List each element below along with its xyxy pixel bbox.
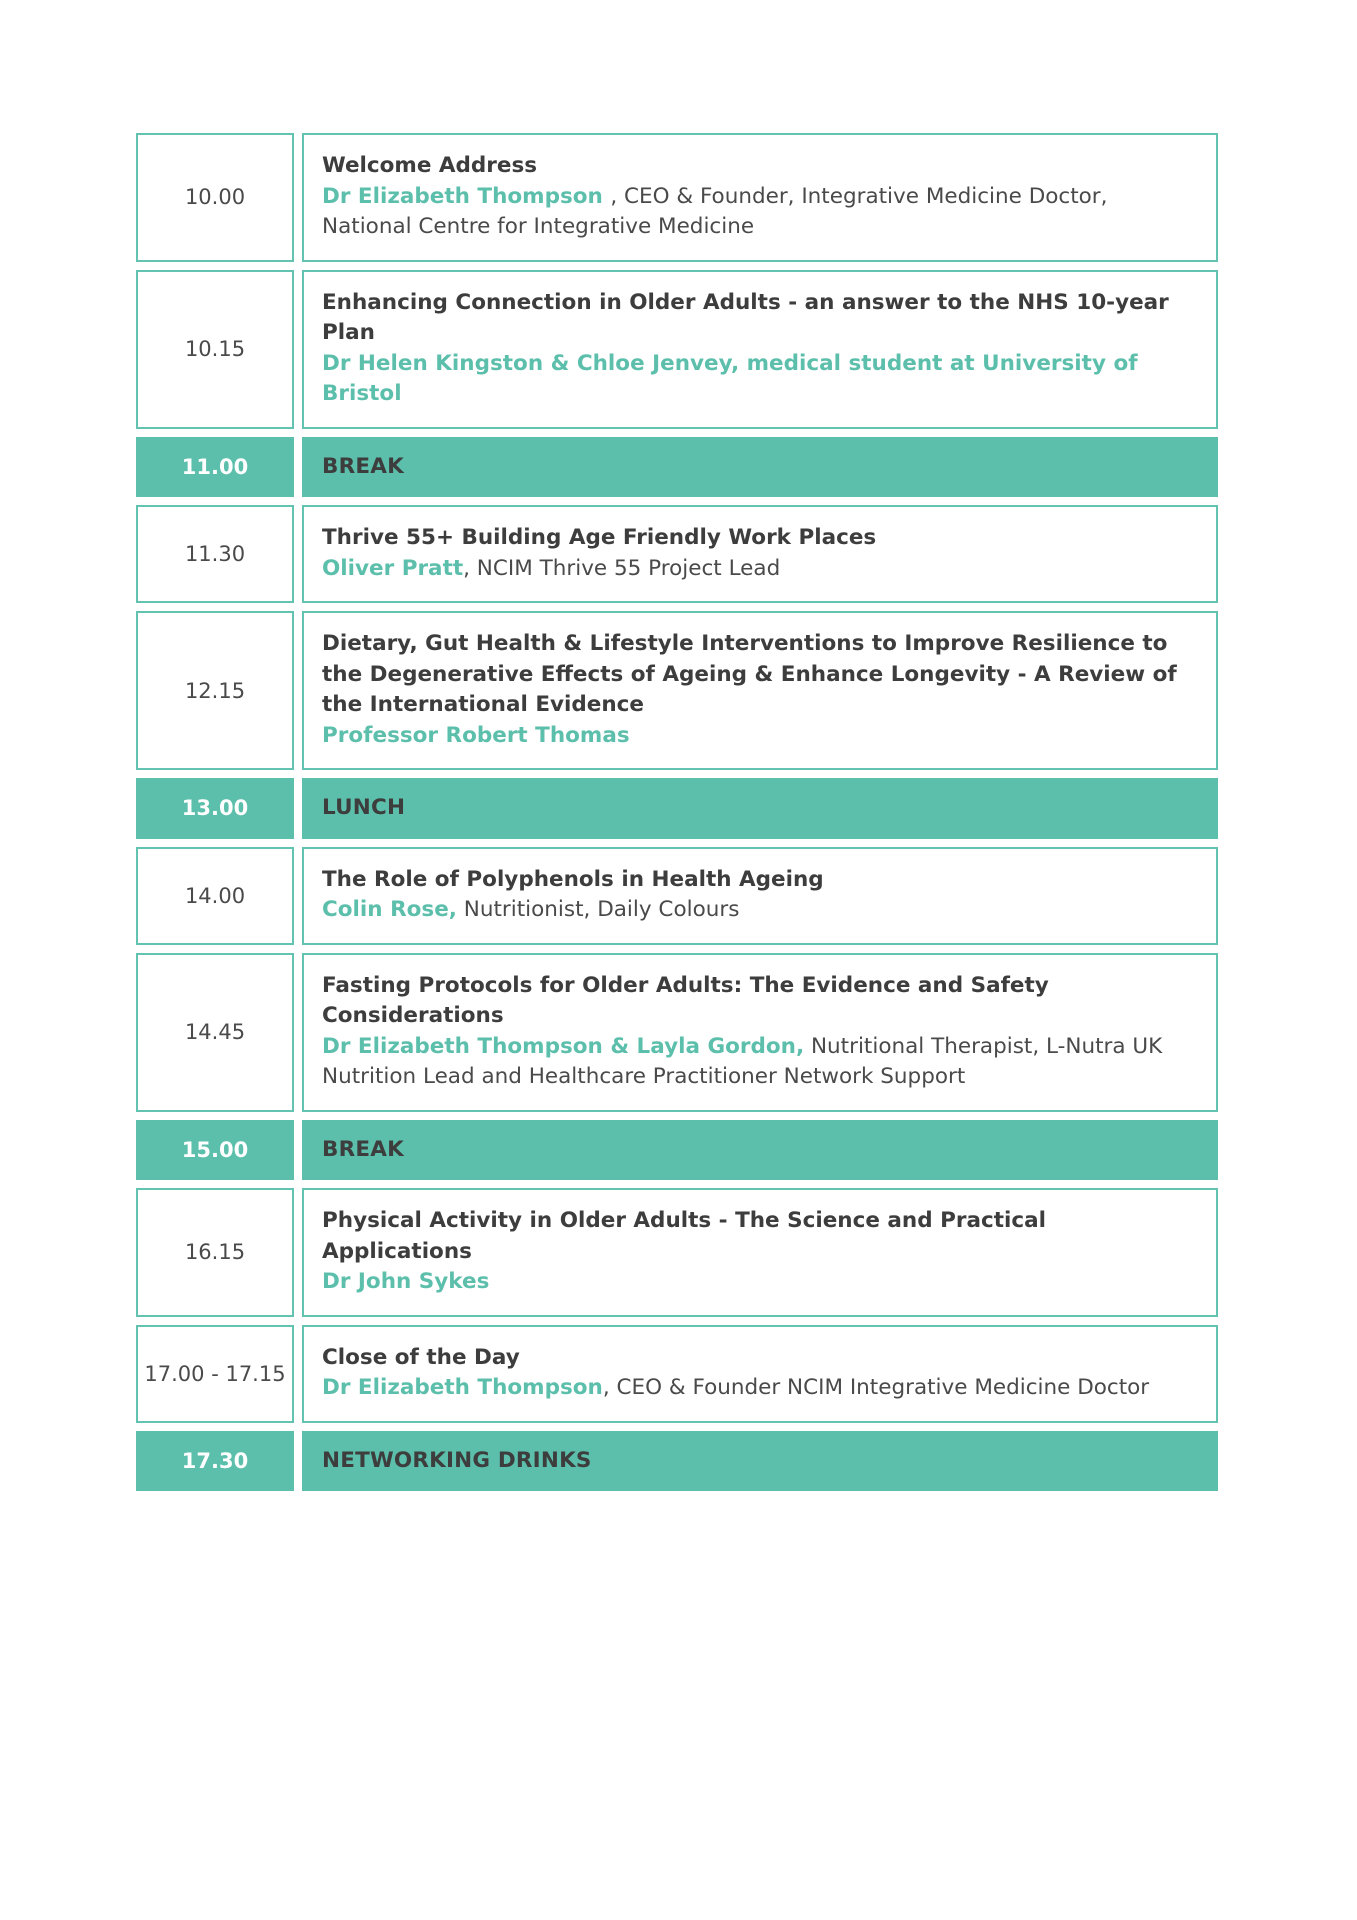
schedule-entry <box>302 133 1218 262</box>
session-speaker: Oliver Pratt <box>322 555 464 581</box>
schedule-row <box>136 778 1218 839</box>
schedule-entry <box>302 847 1218 945</box>
session-title: Enhancing Connection in Older Adults - an answer to the NHS 10-year Plan <box>322 289 1169 346</box>
schedule-entry <box>302 1431 1218 1492</box>
schedule-entry <box>302 505 1218 603</box>
schedule-row <box>136 505 1218 603</box>
schedule-time: 17.00 - 17.15 <box>136 1325 294 1423</box>
schedule-time: 15.00 <box>136 1120 294 1181</box>
session-speaker-line <box>322 1267 1198 1298</box>
schedule-row <box>136 847 1218 945</box>
session-speaker-line <box>322 1032 1198 1093</box>
schedule-entry <box>302 1325 1218 1423</box>
session-title: Close of the Day <box>322 1344 520 1370</box>
schedule-time: 17.30 <box>136 1431 294 1492</box>
schedule-row <box>136 1188 1218 1317</box>
schedule-entry <box>302 778 1218 839</box>
session-speaker-detail: Nutritional Therapist, L-Nutra UK Nutrition Lead and Healthcare Practitioner Network Support <box>322 1033 1163 1090</box>
schedule-time: 14.00 <box>136 847 294 945</box>
session-speaker: Colin Rose, <box>322 897 457 923</box>
session-title: Dietary, Gut Health & Lifestyle Interventions to Improve Resilience to the Degenerative Effects of Ageing & Enhance Longevity - A Review of the International Evidence <box>322 631 1177 718</box>
session-title: Welcome Address <box>322 153 538 178</box>
session-title: LUNCH <box>322 795 406 821</box>
session-title: BREAK <box>322 1136 404 1162</box>
schedule-row <box>136 611 1218 770</box>
schedule-time: 13.00 <box>136 778 294 839</box>
session-title: Thrive 55+ Building Age Friendly Work Places <box>322 525 877 551</box>
schedule-time: 16.15 <box>136 1188 294 1317</box>
schedule-row <box>136 437 1218 498</box>
session-speaker: Dr Helen Kingston & Chloe Jenvey, medical student at University of Bristol <box>322 350 1138 407</box>
session-speaker-detail: , CEO & Founder NCIM Integrative Medicine Doctor <box>602 1375 1150 1401</box>
session-speaker-line <box>322 349 1198 410</box>
session-speaker: Dr John Sykes <box>322 1269 490 1295</box>
schedule-row <box>136 1431 1218 1492</box>
session-speaker: Dr Elizabeth Thompson & Layla Gordon, <box>322 1033 805 1059</box>
session-speaker-line <box>322 721 1198 752</box>
session-title: The Role of Polyphenols in Health Ageing <box>322 866 824 892</box>
session-speaker-line <box>322 895 1198 926</box>
session-title: Fasting Protocols for Older Adults: The Evidence and Safety Considerations <box>322 972 1049 1029</box>
session-speaker-line <box>322 554 1198 585</box>
session-speaker: Professor Robert Thomas <box>322 722 630 748</box>
session-speaker-detail: Nutritionist, Daily Colours <box>456 897 740 923</box>
schedule-entry <box>302 1120 1218 1181</box>
schedule-time: 11.00 <box>136 437 294 498</box>
schedule-entry <box>302 611 1218 770</box>
session-speaker-line <box>322 1373 1198 1404</box>
schedule-entry <box>302 1188 1218 1317</box>
schedule-entry <box>302 437 1218 498</box>
session-title: Physical Activity in Older Adults - The Science and Practical Applications <box>322 1208 1046 1264</box>
session-speaker: Dr Elizabeth Thompson <box>322 1375 603 1401</box>
schedule-time: 10.00 <box>136 133 294 262</box>
session-title: NETWORKING DRINKS <box>322 1447 592 1473</box>
schedule-entry <box>302 953 1218 1112</box>
schedule-time: 14.45 <box>136 953 294 1112</box>
schedule-time: 11.30 <box>136 505 294 603</box>
schedule-row <box>136 270 1218 429</box>
schedule-row <box>136 1325 1218 1423</box>
schedule-row <box>136 133 1218 262</box>
schedule-row <box>136 1120 1218 1181</box>
schedule-time: 10.15 <box>136 270 294 429</box>
session-speaker-detail: , NCIM Thrive 55 Project Lead <box>463 555 781 581</box>
session-title: BREAK <box>322 453 404 479</box>
schedule-row <box>136 953 1218 1112</box>
schedule-entry <box>302 270 1218 429</box>
schedule-time: 12.15 <box>136 611 294 770</box>
session-speaker-detail: , CEO & Founder, Integrative Medicine Doctor, National Centre for Integrative Medicine <box>322 183 1108 240</box>
session-speaker-line <box>322 182 1198 243</box>
session-speaker: Dr Elizabeth Thompson <box>322 183 611 209</box>
schedule-table <box>136 133 1218 1491</box>
